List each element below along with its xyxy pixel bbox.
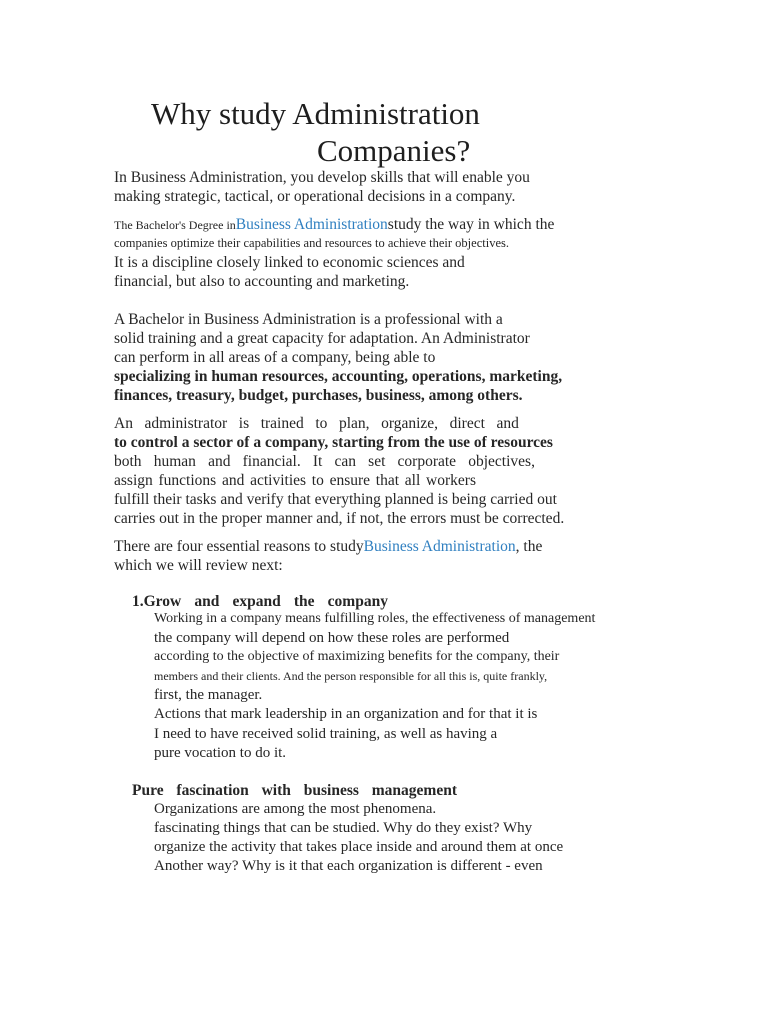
- bachelor-line-5: finances, treasury, budget, purchases, business, among others.: [114, 387, 523, 404]
- administrator-line-5: fulfill their tasks and verify that everything planned is being carried out: [114, 491, 557, 508]
- word: business: [303, 782, 359, 799]
- word: expand: [232, 593, 281, 610]
- degree-lead-text: The Bachelor's Degree in: [114, 218, 236, 232]
- reasons-line-2: which we will review next:: [114, 557, 283, 574]
- bachelor-line-4: specializing in human resources, accounting, operations, marketing,: [114, 368, 563, 385]
- section2-line-3: organize the activity that takes place inside and around them at once: [154, 839, 564, 855]
- bachelor-line-2: solid training and a great capacity for adaptation. An Administrator: [114, 330, 530, 347]
- page-title-line-1: Why study Administration: [151, 96, 480, 131]
- word: to: [311, 472, 324, 489]
- word: and: [496, 415, 519, 432]
- word: direct: [449, 415, 485, 432]
- word: human: [153, 453, 196, 470]
- word: plan,: [338, 415, 370, 432]
- administrator-line-1: [114, 414, 519, 433]
- word: that: [375, 472, 400, 489]
- reasons-line-1: [114, 537, 542, 556]
- word: to: [315, 415, 328, 432]
- degree-line-1: [114, 215, 554, 234]
- administrator-line-3: [114, 452, 535, 471]
- section1-line-1: Working in a company means fulfilling roles, the effectiveness of management: [154, 611, 596, 626]
- degree-line-2: companies optimize their capabilities and resources to achieve their objectives.: [114, 236, 509, 250]
- administrator-line-2: to control a sector of a company, starting from the use of resources: [114, 434, 553, 451]
- word: fascination: [176, 782, 249, 799]
- word: functions: [158, 472, 217, 489]
- word: is: [238, 415, 250, 432]
- section1-line-7: I need to have received solid training, as well as having a: [154, 726, 498, 742]
- word: both: [114, 453, 142, 470]
- administrator-line-6: carries out in the proper manner and, if not, the errors must be corrected.: [114, 510, 565, 527]
- word: and: [208, 453, 231, 470]
- section1-line-3: according to the objective of maximizing benefits for the company, their: [154, 649, 560, 664]
- word: corporate: [397, 453, 457, 470]
- bachelor-line-3: can perform in all areas of a company, being able to: [114, 349, 436, 366]
- section2-line-2: fascinating things that can be studied. Why do they exist? Why: [154, 820, 533, 836]
- word: It: [312, 453, 323, 470]
- section-heading: [132, 592, 388, 611]
- word: assign: [114, 472, 153, 489]
- section1-line-5: first, the manager.: [154, 687, 263, 703]
- word: financial.: [242, 453, 301, 470]
- section2-line-1: Organizations are among the most phenomena.: [154, 801, 437, 817]
- section1-line-2: the company will depend on how these roles are performed: [154, 630, 510, 646]
- section1-line-4: members and their clients. And the person responsible for all this is, quite frankly,: [154, 669, 548, 683]
- business-administration-link[interactable]: Business Administration: [235, 216, 388, 233]
- degree-tail-text: study the way in which the: [387, 216, 555, 233]
- degree-line-4: financial, but also to accounting and marketing.: [114, 273, 410, 290]
- word: company: [327, 593, 388, 610]
- intro-line-1: In Business Administration, you develop skills that will enable you: [114, 169, 530, 186]
- word: Pure: [132, 782, 164, 799]
- word: ensure: [329, 472, 371, 489]
- word: management: [371, 782, 457, 799]
- word: with: [261, 782, 291, 799]
- reasons-tail-text: , the: [515, 538, 543, 555]
- word: and: [194, 593, 220, 610]
- reasons-lead-text: There are four essential reasons to study: [114, 538, 364, 555]
- section-heading: [132, 781, 457, 800]
- section2-line-4: Another way? Why is it that each organization is different - even: [154, 858, 543, 874]
- word: activities: [250, 472, 307, 489]
- word: administrator: [144, 415, 228, 432]
- section1-line-8: pure vocation to do it.: [154, 745, 287, 761]
- section1-line-6: Actions that mark leadership in an organization and for that it is: [154, 706, 538, 722]
- word: An: [114, 415, 133, 432]
- degree-line-3: It is a discipline closely linked to economic sciences and: [114, 254, 465, 271]
- word: objectives,: [468, 453, 535, 470]
- word: all: [404, 472, 421, 489]
- administrator-line-4: [114, 471, 476, 490]
- page-title-line-2: Companies?: [317, 133, 471, 168]
- word: set: [368, 453, 386, 470]
- word: 1.Grow: [132, 593, 182, 610]
- word: and: [221, 472, 245, 489]
- bachelor-line-1: A Bachelor in Business Administration is a professional with a: [114, 311, 503, 328]
- word: trained: [260, 415, 304, 432]
- business-administration-link[interactable]: Business Administration: [363, 538, 516, 555]
- word: the: [293, 593, 315, 610]
- word: workers: [426, 472, 476, 489]
- word: organize,: [381, 415, 439, 432]
- word: can: [334, 453, 357, 470]
- intro-line-2: making strategic, tactical, or operational decisions in a company.: [114, 188, 516, 205]
